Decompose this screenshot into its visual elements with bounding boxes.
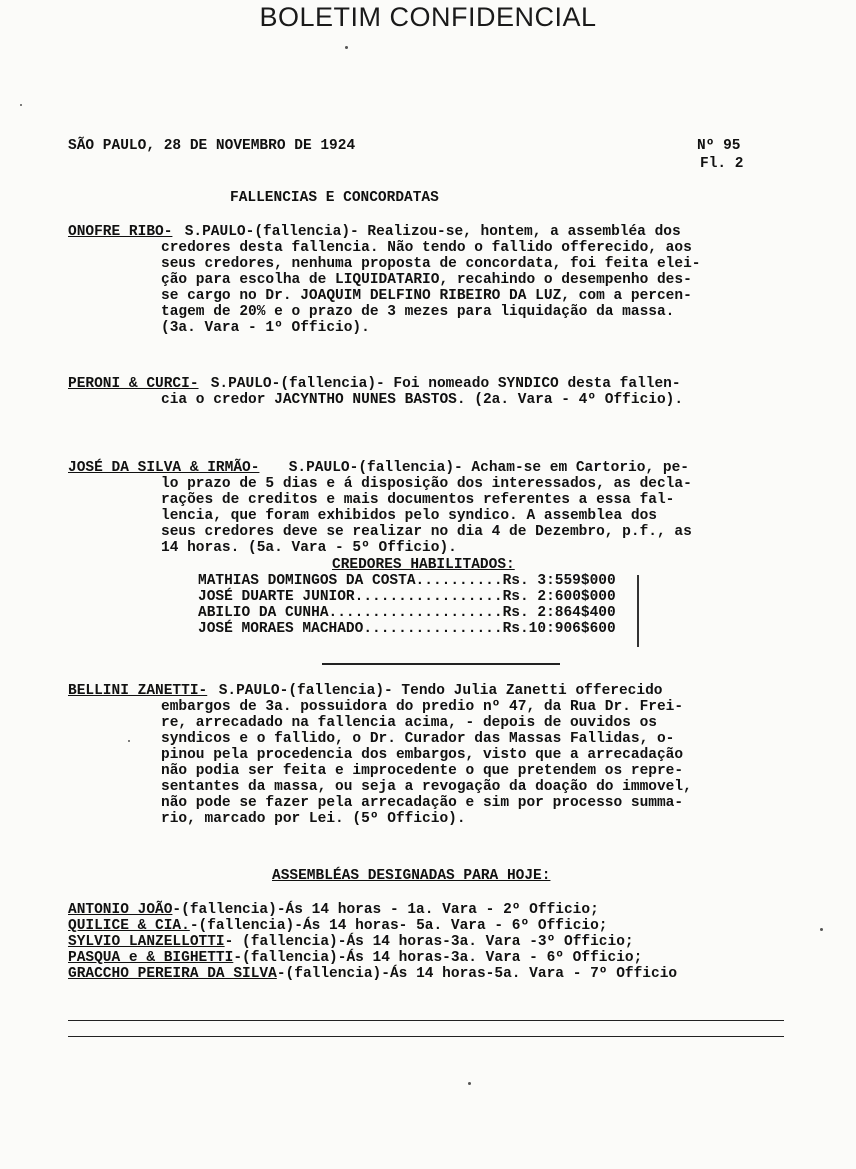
creditor-value: Rs.10:906$600 bbox=[502, 621, 616, 637]
creditor-dots: ................. bbox=[354, 589, 503, 605]
scan-speck bbox=[468, 1082, 471, 1085]
entry-head: JOSÉ DA SILVA & IRMÃO- bbox=[68, 460, 260, 476]
entry-head: ONOFRE RIBO- bbox=[68, 224, 173, 240]
creditor-row bbox=[198, 621, 616, 637]
assembly-details: -(fallencia)-Ás 14 horas - 1a. Vara - 2º Officio; bbox=[172, 902, 599, 918]
assembly-item bbox=[68, 966, 677, 982]
assembly-name: GRACCHO PEREIRA DA SILVA bbox=[68, 966, 277, 982]
entry-line: seus credores deve se realizar no dia 4 de Dezembro, p.f., as bbox=[161, 524, 692, 540]
creditor-row bbox=[198, 573, 616, 589]
entry-head: BELLINI ZANETTI- bbox=[68, 683, 208, 699]
assembly-name: ANTONIO JOÃO bbox=[68, 902, 173, 918]
assembly-item bbox=[68, 934, 634, 950]
assembly-item bbox=[68, 902, 599, 918]
footer-rule-bottom bbox=[68, 1036, 784, 1037]
entry-line: cia o credor JACYNTHO NUNES BASTOS. (2a. Vara - 4º Officio). bbox=[161, 392, 684, 408]
entry-line: syndicos e o fallido, o Dr. Curador das Massas Fallidas, o- bbox=[161, 731, 675, 747]
entry-line: (3a. Vara - 1º Officio). bbox=[161, 320, 370, 336]
creditor-name: ABILIO DA CUNHA bbox=[198, 605, 329, 621]
scan-speck bbox=[20, 104, 22, 106]
entry-line: pinou pela procedencia dos embargos, visto que a arrecadação bbox=[161, 747, 684, 763]
column-mark bbox=[637, 575, 639, 647]
entry-line: lo prazo de 5 dias e á disposição dos interessados, as decla- bbox=[161, 476, 692, 492]
creditor-name: JOSÉ DUARTE JUNIOR bbox=[198, 589, 355, 605]
creditor-name: JOSÉ MORAES MACHADO bbox=[198, 621, 364, 637]
assembly-item bbox=[68, 950, 642, 966]
entry-line: rio, marcado por Lei. (5º Officio). bbox=[161, 811, 466, 827]
footer-rule-top bbox=[68, 1020, 784, 1021]
section-divider bbox=[322, 663, 560, 665]
scan-speck bbox=[820, 928, 823, 931]
assembly-name: SYLVIO LANZELLOTTI bbox=[68, 934, 225, 950]
assembly-item bbox=[68, 918, 608, 934]
entry-line: sentantes da massa, ou seja a revogação da doação do immovel, bbox=[161, 779, 692, 795]
document-title: BOLETIM CONFIDENCIAL bbox=[259, 2, 597, 32]
assembly-details: - (fallencia)-Ás 14 horas-3a. Vara -3º Officio; bbox=[224, 934, 634, 950]
assembly-details: -(fallencia)-Ás 14 horas-5a. Vara - 7º Officio bbox=[276, 966, 678, 982]
creditor-value: Rs. 2:864$400 bbox=[502, 605, 616, 621]
sheet-number: Fl. 2 bbox=[700, 156, 744, 172]
creditor-value: Rs. 3:559$000 bbox=[502, 573, 616, 589]
entry-line: seus credores, nenhuma proposta de concordata, foi feita elei- bbox=[161, 256, 701, 272]
entry-line: não podia ser feita e improcedente o que pretendem os repre- bbox=[161, 763, 684, 779]
entry-line: S.PAULO-(fallencia)- Acham-se em Cartorio, pe- bbox=[280, 460, 689, 476]
dateline: SÃO PAULO, 28 DE NOVEMBRO DE 1924 bbox=[68, 138, 356, 154]
creditor-name: MATHIAS DOMINGOS DA COSTA bbox=[198, 573, 416, 589]
entry-head: PERONI & CURCI- bbox=[68, 376, 199, 392]
creditor-row bbox=[198, 605, 616, 621]
section-title: FALLENCIAS E CONCORDATAS bbox=[230, 190, 439, 206]
creditor-dots: ................ bbox=[363, 621, 503, 637]
entry-line: tagem de 20% e o prazo de 3 mezes para liquidação da massa. bbox=[161, 304, 675, 320]
entry-line: se cargo no Dr. JOAQUIM DELFINO RIBEIRO DA LUZ, com a percen- bbox=[161, 288, 692, 304]
entry-line: ção para escolha de LIQUIDATARIO, recahindo o desempenho des- bbox=[161, 272, 692, 288]
assemblies-title: ASSEMBLÉAS DESIGNADAS PARA HOJE: bbox=[272, 868, 551, 884]
entry-line: não pode se fazer pela arrecadação e sim por processo summa- bbox=[161, 795, 684, 811]
assembly-details: -(fallencia)-Ás 14 horas-3a. Vara - 6º Officio; bbox=[233, 950, 643, 966]
creditor-row bbox=[198, 589, 616, 605]
bulletin-number: Nº 95 bbox=[697, 138, 741, 154]
entry-line: credores desta fallencia. Não tendo o fallido offerecido, aos bbox=[161, 240, 692, 256]
scan-speck bbox=[128, 740, 130, 742]
entry-line: 14 horas. (5a. Vara - 5º Officio). bbox=[161, 540, 457, 556]
creditor-value: Rs. 2:600$000 bbox=[502, 589, 616, 605]
entry-line: S.PAULO-(fallencia)- Foi nomeado SYNDICO desta fallen- bbox=[202, 376, 681, 392]
assembly-name: PASQUA e & BIGHETTI bbox=[68, 950, 234, 966]
entry-line: lencia, que foram exhibidos pelo syndico. A assemblea dos bbox=[161, 508, 657, 524]
entry-line: S.PAULO-(fallencia)- Tendo Julia Zanetti offerecido bbox=[210, 683, 663, 699]
assembly-name: QUILICE & CIA. bbox=[68, 918, 190, 934]
creditor-dots: .................... bbox=[328, 605, 503, 621]
creditor-dots: .......... bbox=[415, 573, 503, 589]
entry-line: S.PAULO-(fallencia)- Realizou-se, hontem, a assembléa dos bbox=[176, 224, 681, 240]
assembly-details: -(fallencia)-Ás 14 horas- 5a. Vara - 6º Officio; bbox=[189, 918, 608, 934]
entry-line: embargos de 3a. possuidora do predio nº 47, da Rua Dr. Frei- bbox=[161, 699, 684, 715]
creditors-title: CREDORES HABILITADOS: bbox=[332, 557, 515, 573]
entry-line: re, arrecadado na fallencia acima, - depois de ouvidos os bbox=[161, 715, 657, 731]
entry-line: rações de creditos e mais documentos referentes a essa fal- bbox=[161, 492, 675, 508]
scan-speck bbox=[345, 46, 348, 49]
